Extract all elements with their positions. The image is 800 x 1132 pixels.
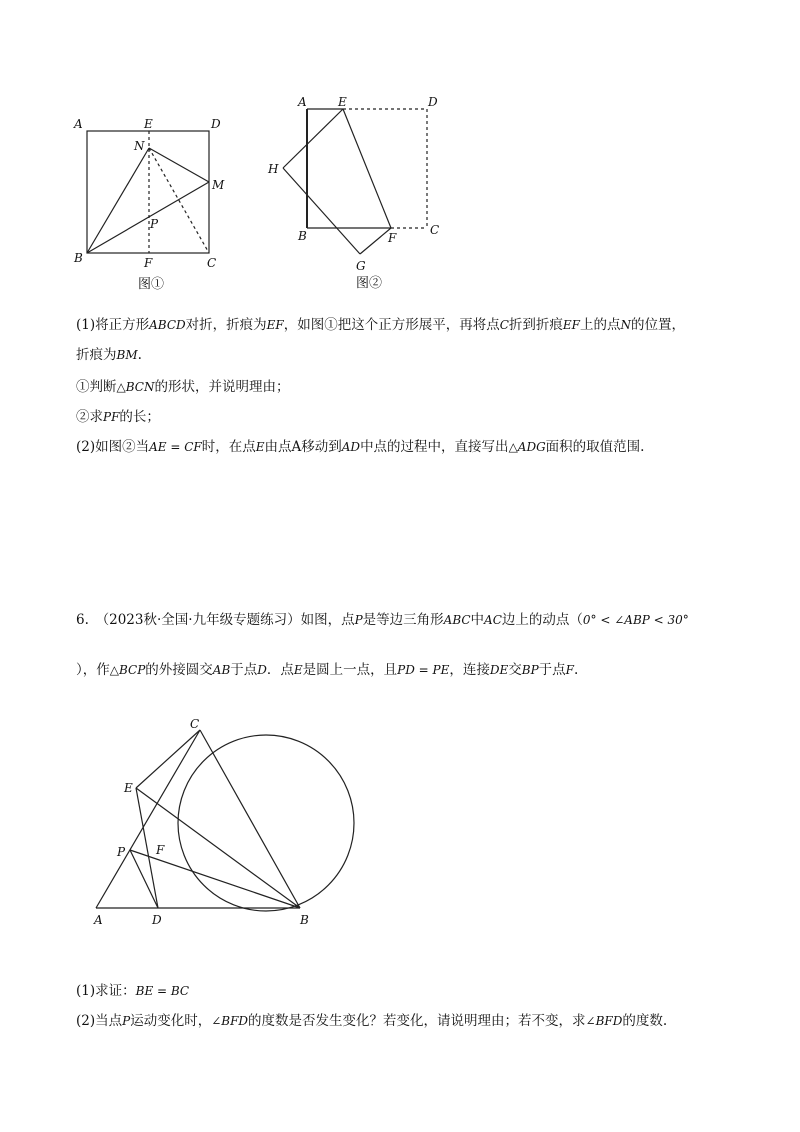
math: EF	[266, 318, 284, 332]
problem5-q1	[76, 378, 289, 396]
math: PD = PE	[397, 663, 450, 677]
text: ，连接	[449, 662, 490, 678]
math: N	[620, 318, 632, 332]
math: ∠BFD	[211, 1014, 249, 1028]
math: PF	[103, 410, 120, 424]
label-d: D	[428, 95, 438, 109]
figure-1-caption: 图①	[138, 277, 165, 292]
segment-ac	[96, 730, 200, 908]
text: 交	[508, 662, 522, 678]
figure-circle	[90, 710, 380, 925]
text: 的位置，	[631, 317, 686, 333]
text: ②求	[76, 409, 103, 425]
text: (2)当点	[76, 1013, 123, 1029]
problem6-q1	[76, 982, 189, 1000]
segment-gf	[360, 228, 391, 254]
text: A	[291, 439, 302, 455]
text: 由点	[264, 439, 292, 455]
text: 边上的动点（	[501, 612, 583, 628]
math: △BCP	[109, 663, 146, 677]
math: AE = CF	[149, 440, 202, 454]
problem5-q2	[76, 408, 160, 426]
math: P	[122, 1014, 131, 1028]
math: D	[257, 663, 267, 677]
text: (1)求证：	[76, 983, 136, 999]
label-c: C	[207, 256, 217, 270]
label-a: A	[298, 95, 307, 109]
segment-nm	[149, 148, 209, 182]
problem5-part1-cont	[76, 346, 142, 364]
math: BM	[116, 348, 138, 362]
text: 的度数.	[622, 1013, 668, 1029]
math: 0° < ∠ABP < 30°	[582, 613, 689, 627]
math: ∠BFD	[585, 1014, 623, 1028]
text: 面积的取值范围.	[545, 439, 645, 455]
math: BE = BC	[135, 984, 190, 998]
label-a: A	[74, 117, 83, 131]
label-e: E	[338, 95, 347, 109]
text: ．点	[266, 662, 294, 678]
text: 中	[470, 612, 485, 628]
text: .	[574, 662, 579, 678]
math: AB	[212, 663, 231, 677]
label-e: E	[124, 781, 133, 795]
figure-2-caption: 图②	[356, 276, 383, 291]
label-f: F	[144, 256, 153, 270]
label-f: F	[156, 843, 165, 857]
label-d: D	[211, 117, 221, 131]
segment-bm	[87, 182, 209, 253]
text: 运动变化时，	[130, 1013, 212, 1029]
text: 的形状，并说明理由；	[154, 379, 290, 395]
text: ），作	[76, 662, 110, 678]
math: AC	[484, 613, 502, 627]
math: DE	[489, 663, 509, 677]
text: 是圆上一点，且	[302, 662, 398, 678]
label-d: D	[152, 913, 162, 927]
text: (2)如图②当	[76, 439, 150, 455]
problem6-q2	[76, 1012, 667, 1030]
label-f: F	[388, 231, 397, 245]
math: △ADG	[508, 440, 546, 454]
math: F	[565, 663, 574, 677]
label-b: B	[74, 251, 83, 265]
text: (1)将正方形	[76, 317, 150, 333]
label-m: M	[212, 178, 225, 192]
text: 折到折痕	[508, 317, 563, 333]
label-a: A	[94, 913, 103, 927]
text: 中点的过程中，直接写出	[360, 439, 509, 455]
figure-2	[262, 90, 452, 295]
label-n: N	[134, 139, 145, 153]
text: 6. （2023秋·全国·九年级专题练习）如图，点	[76, 612, 355, 628]
label-b: B	[300, 913, 309, 927]
problem5-part1	[76, 316, 685, 334]
math: E	[293, 663, 303, 677]
math: AD	[341, 440, 361, 454]
math: ABCD	[149, 318, 186, 332]
text: 于点	[230, 662, 258, 678]
segment-eh	[283, 109, 343, 168]
text: 于点	[538, 662, 566, 678]
figure-1	[60, 110, 240, 295]
text: 移动到	[301, 439, 342, 455]
segment-bn	[87, 148, 149, 253]
segment-nc	[149, 148, 209, 253]
math: ABC	[443, 613, 471, 627]
text: 折痕为	[76, 347, 117, 363]
problem6-line2	[76, 661, 578, 679]
segment-pb	[130, 850, 300, 908]
text: 上的点	[580, 317, 621, 333]
text: 对折，折痕为	[185, 317, 267, 333]
text: 是等边三角形	[362, 612, 444, 628]
text: ，如图①把这个正方形展平，再将点	[283, 317, 500, 333]
segment-hg	[283, 168, 360, 254]
label-b: B	[298, 229, 307, 243]
label-c: C	[430, 223, 440, 237]
text: .	[137, 347, 142, 363]
math: EF	[562, 318, 581, 332]
text: 的度数是否发生变化？若变化，请说明理由；若不变，求	[248, 1013, 586, 1029]
segment-cb	[200, 730, 300, 908]
text: 的外接圆交	[145, 662, 213, 678]
label-c: C	[190, 717, 200, 731]
text: 的长；	[119, 409, 160, 425]
problem6-line1	[76, 611, 689, 629]
math: △BCN	[116, 380, 155, 394]
segment-ce	[136, 730, 200, 788]
math: P	[354, 613, 363, 627]
math: C	[499, 318, 509, 332]
segment-ed	[136, 788, 158, 908]
label-g: G	[356, 259, 366, 273]
problem5-part2	[76, 438, 644, 456]
circumcircle-bcp	[178, 735, 354, 911]
label-p: P	[117, 845, 126, 859]
math: E	[255, 440, 265, 454]
text: ①判断	[76, 379, 117, 395]
label-e: E	[144, 117, 153, 131]
label-h: H	[268, 162, 279, 176]
segment-ef	[343, 109, 391, 228]
label-p: P	[150, 217, 159, 231]
math: BP	[521, 663, 539, 677]
text: 时，在点	[201, 439, 256, 455]
